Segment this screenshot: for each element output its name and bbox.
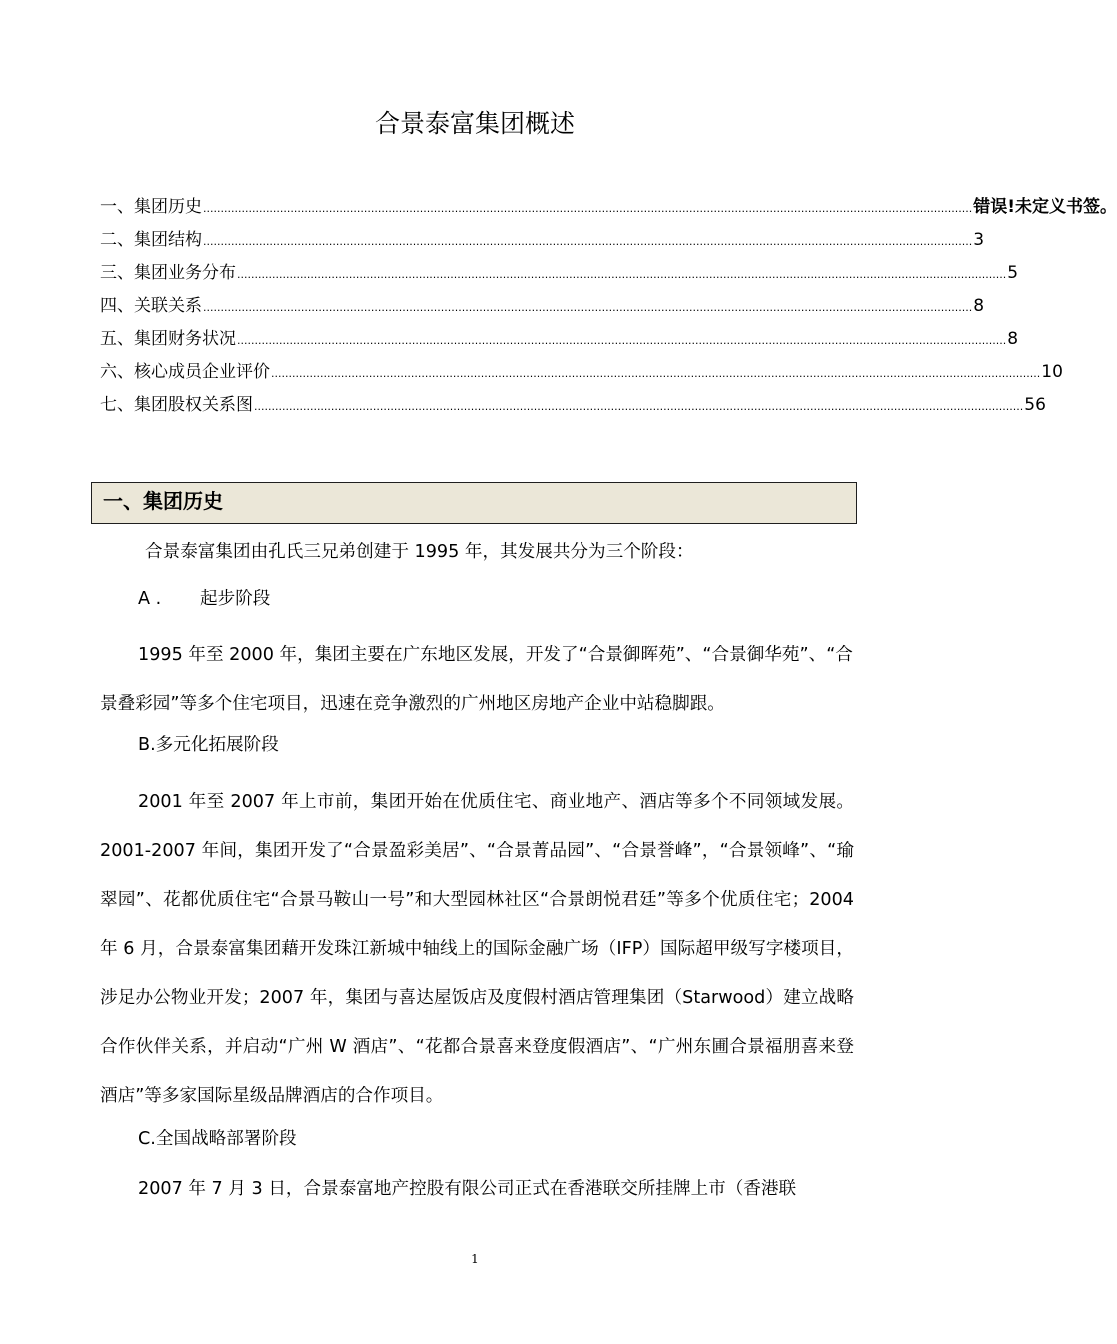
intro-paragraph: 合景泰富集团由孔氏三兄弟创建于 1995 年，其发展共分为三个阶段：	[145, 542, 694, 562]
toc-entry-page: 5	[1007, 263, 1019, 283]
stage-a-title: 起步阶段	[200, 589, 271, 609]
toc-entry-label: 六、核心成员企业评价	[100, 362, 270, 382]
toc-entry[interactable]	[100, 193, 1117, 226]
toc-entry[interactable]	[100, 325, 1019, 358]
stage-a-letter: A .	[138, 589, 162, 609]
toc-entry-page: 3	[973, 230, 985, 250]
toc-entry[interactable]	[100, 391, 1046, 424]
toc-leader: ............................................................................................................................................................................................................................	[271, 367, 1041, 380]
toc-entry-label: 七、集团股权关系图	[100, 395, 253, 415]
toc-entry-page: 56	[1024, 395, 1046, 415]
toc-leader: ............................................................................................................................................................................................................................	[254, 400, 1024, 413]
toc-leader: ............................................................................................................................................................................................................................	[203, 301, 973, 314]
toc-leader: ............................................................................................................................................................................................................................	[203, 235, 973, 248]
stage-c-heading: C.全国战略部署阶段	[138, 1129, 297, 1149]
toc-entry[interactable]	[100, 259, 1019, 292]
toc-leader: ............................................................................................................................................................................................................................	[237, 268, 1007, 281]
toc-entry-label: 二、集团结构	[100, 230, 202, 250]
stage-b-heading: B.多元化拓展阶段	[138, 735, 279, 755]
page-number: 1	[471, 1252, 479, 1266]
toc-entry[interactable]	[100, 292, 985, 325]
stage-a-paragraph: 1995 年至 2000 年，集团主要在广东地区发展，开发了“合景御晖苑”、“合景御华苑”、“合景叠彩园”等多个住宅项目，迅速在竞争激烈的广州地区房地产企业中站稳脚跟。	[100, 645, 853, 714]
section-heading: 一、集团历史	[91, 482, 857, 524]
toc-entry-page: 8	[1007, 329, 1019, 349]
toc-entry-label: 一、集团历史	[100, 197, 202, 217]
toc-entry-label: 五、集团财务状况	[100, 329, 236, 349]
stage-b-paragraph: 2001 年至 2007 年上市前，集团开始在优质住宅、商业地产、酒店等多个不同领域发展。2001-2007 年间，集团开发了“合景盈彩美居”、“合景菁品园”、“合景誉峰”，“合景领峰”、“瑜翠园”、花都优质住宅“合景马鞍山一号”和大型园林社区“合景朗悦君廷”等多个优质住宅；2004 年 6 月，合景泰富集团藉开发珠江新城中轴线上的国际金融广场（IFP）国际超甲级写字楼项目，涉足办公物业开发；2007 年，集团与喜达屋饭店及度假村酒店管理集团（Starwood）建立战略合作伙伴关系，并启动“广州 W 酒店”、“花都合景喜来登度假酒店”、“广州东圃合景福朋喜来登酒店”等多家国际星级品牌酒店的合作项目。	[100, 792, 854, 1106]
toc-entry-label: 三、集团业务分布	[100, 263, 236, 283]
toc-entry-page: 错误!未定义书签。	[973, 197, 1117, 217]
stage-a-heading	[138, 584, 892, 614]
stage-c-paragraph: 2007 年 7 月 3 日，合景泰富地产控股有限公司正式在香港联交所挂牌上市（香港联	[138, 1179, 797, 1199]
toc-entry-label: 四、关联关系	[100, 296, 202, 316]
toc-entry-page: 8	[973, 296, 985, 316]
toc-entry[interactable]	[100, 226, 985, 259]
toc-leader: ............................................................................................................................................................................................................................	[237, 334, 1007, 347]
toc-leader: ............................................................................................................................................................................................................................	[203, 202, 973, 215]
document-title: 合景泰富集团概述	[374, 109, 575, 138]
toc-entry-page: 10	[1041, 362, 1063, 382]
toc-entry[interactable]	[100, 358, 1063, 391]
table-of-contents	[100, 193, 1117, 424]
